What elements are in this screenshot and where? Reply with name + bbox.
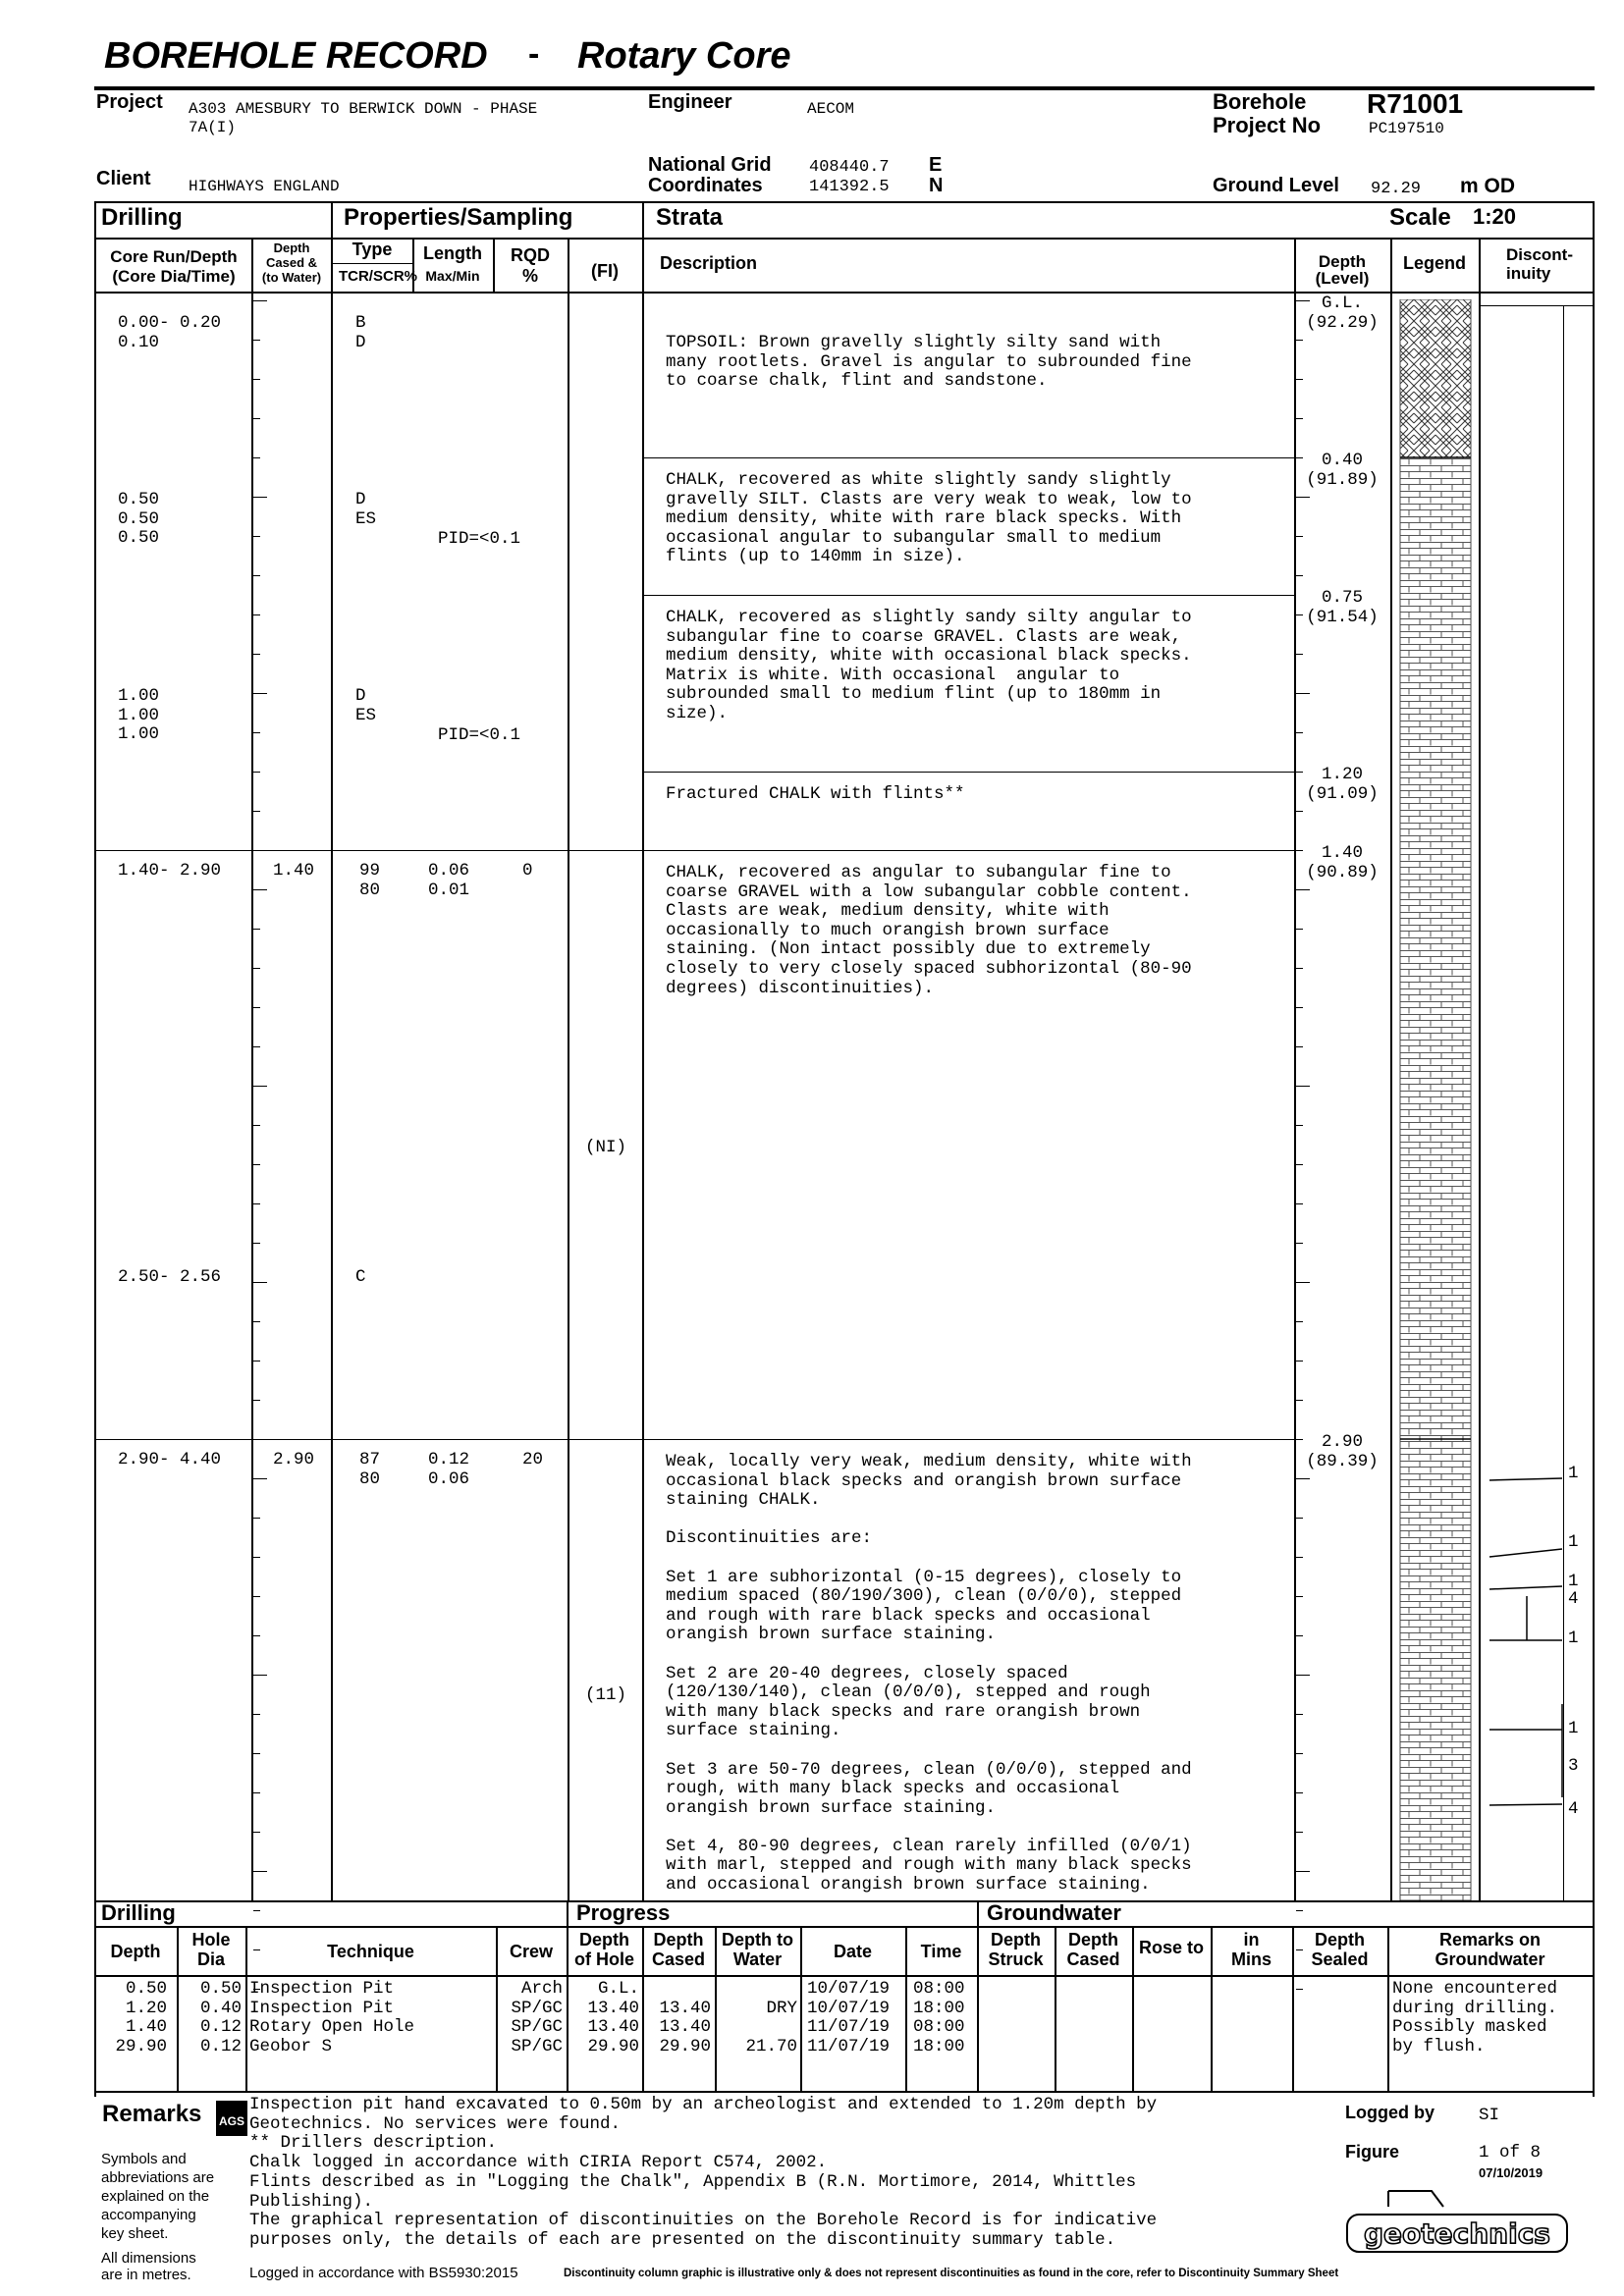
scale-tick bbox=[1296, 1518, 1303, 1519]
bt-water-depths: DRY 21.70 bbox=[745, 1998, 797, 2056]
scale-tick bbox=[253, 889, 267, 890]
bh-depth-cased: Depth Cased bbox=[651, 1930, 706, 1969]
bh-date: Date bbox=[833, 1942, 872, 1961]
bt-cased-depths: 13.40 13.40 29.90 bbox=[659, 1998, 711, 2056]
col-head-rqd: RQD bbox=[511, 245, 550, 265]
core-run-cell: 1.00 1.00 1.00 bbox=[118, 686, 160, 745]
bh-hole-dia: Hole Dia bbox=[191, 1930, 231, 1969]
figure-date: 07/10/2019 bbox=[1479, 2165, 1543, 2180]
fi-cell: (11) bbox=[585, 1685, 627, 1705]
depth-level-cell: 0.75 (91.54) bbox=[1306, 588, 1379, 627]
ground-level-label: Ground Level bbox=[1213, 175, 1339, 196]
col-head-description: Description bbox=[660, 253, 758, 273]
scale-tick bbox=[1296, 1832, 1303, 1833]
scale-tick bbox=[1296, 811, 1303, 812]
scale-tick bbox=[1296, 300, 1310, 301]
strata-boundary bbox=[94, 1439, 1294, 1440]
project-label: Project bbox=[96, 91, 163, 113]
scale-tick bbox=[1296, 929, 1303, 930]
scale-tick bbox=[1296, 1282, 1310, 1283]
scale-tick bbox=[253, 772, 260, 773]
scale-tick bbox=[253, 575, 260, 576]
scale-tick bbox=[253, 1243, 260, 1244]
col-sep-cased bbox=[251, 238, 253, 1900]
scale-tick bbox=[1296, 1871, 1310, 1872]
depth-level-cell: G.L. (92.29) bbox=[1306, 294, 1379, 333]
section-strata: Strata bbox=[656, 204, 724, 231]
bt-techniques: Inspection Pit Inspection Pit Rotary Open Hole Geobor S bbox=[249, 1979, 415, 2056]
discontinuity-graphic bbox=[1480, 1439, 1564, 1900]
scale-tick bbox=[1296, 968, 1303, 969]
type-cell: D ES bbox=[355, 686, 377, 725]
strata-boundary bbox=[94, 850, 1294, 851]
scale-tick bbox=[253, 1871, 267, 1872]
figure-label: Figure bbox=[1345, 2142, 1400, 2162]
page-title: BOREHOLE RECORD bbox=[104, 35, 488, 77]
section-head-rule bbox=[94, 238, 1595, 240]
disc-label: 1 bbox=[1568, 1464, 1579, 1483]
scale-tick bbox=[253, 614, 260, 615]
remarks-label: Remarks bbox=[102, 2101, 202, 2127]
grid-values: 408440.7 141392.5 bbox=[809, 158, 890, 196]
col-head-length: Length bbox=[423, 243, 482, 263]
geotechnics-logo bbox=[1345, 2185, 1571, 2256]
col-head-rule2 bbox=[1479, 305, 1595, 306]
type-cell: D ES bbox=[355, 490, 377, 529]
scale-tick bbox=[1296, 340, 1303, 341]
page-subtitle: Rotary Core bbox=[577, 35, 791, 77]
scale-tick bbox=[1296, 1439, 1303, 1440]
scale-tick bbox=[1296, 693, 1310, 694]
scale-tick bbox=[253, 1596, 260, 1597]
scale-tick bbox=[1296, 1989, 1303, 1990]
scale-tick bbox=[1296, 1321, 1303, 1322]
scale-tick bbox=[253, 1282, 267, 1283]
length-cell: 0.06 0.01 bbox=[428, 861, 470, 900]
scale-tick bbox=[253, 1203, 260, 1204]
bh-gw-depth-cased: Depth Cased bbox=[1066, 1930, 1120, 1969]
bt-crews: Arch SP/GC SP/GC SP/GC bbox=[511, 1979, 563, 2056]
scale-tick bbox=[253, 732, 260, 733]
engineer-label: Engineer bbox=[648, 91, 732, 113]
bh-depth-sealed: Depth Sealed bbox=[1311, 1930, 1369, 1969]
remarks-dims-note: All dimensions are in metres. bbox=[101, 2250, 196, 2283]
scale-tick bbox=[1296, 1714, 1303, 1715]
ags-icon: AGS bbox=[216, 2101, 247, 2136]
scale-tick bbox=[1296, 1361, 1303, 1362]
col-head-rqd-pct: % bbox=[521, 266, 538, 286]
client-label: Client bbox=[96, 168, 151, 189]
section-properties: Properties/Sampling bbox=[344, 204, 573, 231]
logged-by-label: Logged by bbox=[1345, 2103, 1435, 2122]
scale-tick bbox=[253, 1910, 260, 1911]
scale-tick bbox=[1296, 379, 1303, 380]
scale-label: Scale bbox=[1389, 204, 1451, 231]
bt-hole-depths: G.L. 13.40 13.40 29.90 bbox=[587, 1979, 639, 2056]
disc-label: 3 bbox=[1568, 1756, 1579, 1776]
col-head-core-run: Core Run/Depth (Core Dia/Time) bbox=[110, 247, 238, 286]
col-head-discontinuity: Discont- inuity bbox=[1506, 245, 1573, 283]
scale-tick bbox=[1296, 1675, 1310, 1676]
bt-drill-depths: 0.50 1.20 1.40 29.90 bbox=[115, 1979, 167, 2056]
remarks-footer: Logged in accordance with BS5930:2015 bbox=[249, 2265, 518, 2281]
type-cell: C bbox=[355, 1267, 366, 1287]
stratum-description: CHALK, recovered as slightly sandy silty angular to subangular fine to coarse GRAVEL. Clasts are weak, medium density, white with occasional black specks. Matrix is white. With occasional angular to subrounded small to medium flint (up to 180mm in size). bbox=[666, 608, 1192, 723]
stratum-description: Fractured CHALK with flints** bbox=[666, 784, 965, 804]
scale-tick bbox=[1296, 1635, 1303, 1636]
scale-tick bbox=[1296, 575, 1303, 576]
rqd-cell: 20 bbox=[522, 1450, 544, 1469]
grid-label: National Grid Coordinates bbox=[648, 154, 772, 196]
scale-tick bbox=[253, 1086, 267, 1087]
scale-tick bbox=[253, 811, 260, 812]
scale-tick bbox=[253, 1046, 260, 1047]
scale-tick bbox=[253, 1478, 267, 1479]
scale-tick bbox=[253, 497, 267, 498]
scale-tick bbox=[1296, 772, 1303, 773]
col-head-maxmin: Max/Min bbox=[425, 268, 480, 284]
strata-boundary bbox=[642, 772, 1294, 773]
scale-tick bbox=[253, 1439, 260, 1440]
length-cell: 0.12 0.06 bbox=[428, 1450, 470, 1489]
borehole-label: Borehole bbox=[1213, 89, 1307, 114]
scale-tick bbox=[253, 1321, 260, 1322]
col-sep-strata bbox=[642, 201, 644, 1900]
scale-tick bbox=[1296, 1086, 1310, 1087]
section-drilling: Drilling bbox=[101, 204, 183, 231]
strata-boundary bbox=[642, 595, 1294, 596]
scale-tick bbox=[253, 1635, 260, 1636]
scale-tick bbox=[253, 1400, 260, 1401]
depth-level-cell: 0.40 (91.89) bbox=[1306, 451, 1379, 490]
scale-tick bbox=[1296, 889, 1310, 890]
stratum-description: TOPSOIL: Brown gravelly slightly silty sand with many rootlets. Gravel is angular to subrounded fine to coarse chalk, flint and sandstone. bbox=[666, 333, 1192, 392]
depth-level-cell: 1.40 (90.89) bbox=[1306, 843, 1379, 882]
bottom-groundwater-head: Groundwater bbox=[987, 1900, 1121, 1925]
scale-tick bbox=[1296, 1596, 1303, 1597]
scale-tick bbox=[1296, 1243, 1303, 1244]
frame-left bbox=[94, 201, 96, 2097]
type-cell: B D bbox=[355, 313, 366, 352]
scale-tick bbox=[1296, 1125, 1303, 1126]
bh-remarks-gw: Remarks on Groundwater bbox=[1435, 1930, 1545, 1969]
stratum-description: CHALK, recovered as white slightly sandy slightly gravelly SILT. Clasts are very weak to weak, low to medium density, white with rare black specks. With occasional angular to subangular small to medium flints (up to 140mm in size). bbox=[666, 470, 1192, 567]
bh-depth-to-water: Depth to Water bbox=[722, 1930, 793, 1969]
type-underline bbox=[332, 263, 412, 264]
scale-tick bbox=[1296, 1046, 1303, 1047]
scale-tick bbox=[1296, 536, 1303, 537]
bottom-subhead-rule bbox=[94, 1975, 1595, 1977]
bottom-end-rule bbox=[94, 2091, 1595, 2093]
scale-tick bbox=[1296, 497, 1310, 498]
scale-tick bbox=[253, 1675, 267, 1676]
scale-tick bbox=[253, 850, 260, 851]
engineer-value: AECOM bbox=[807, 100, 855, 118]
bh-depth-struck: Depth Struck bbox=[988, 1930, 1044, 1969]
type-cell: 99 80 bbox=[359, 861, 381, 900]
col-head-fi: (FI) bbox=[591, 261, 619, 281]
disc-label: 4 bbox=[1568, 1799, 1579, 1819]
remarks-footer-note: Discontinuity column graphic is illustrative only & does not represent discontinuities as found in the core, refer to Discontinuity Summary Sheet bbox=[564, 2268, 1339, 2279]
scale-tick bbox=[253, 1361, 260, 1362]
remarks-text: Inspection pit hand excavated to 0.50m by an archeologist and extended to 1.20m depth by Geotechnics. No services were found. ** Drillers description. Chalk logged in accordance with CIRIA Report C574, 2002. Flints described as in "Logging the Chalk", Appendix B (R.N. Mortimore, 2014, Whittles Publishing). The graphical representation of discontinuities on the Borehole Record is for indicative purposes only, the details of each are presented on the discontinuity summary table. bbox=[249, 2095, 1158, 2250]
bottom-drilling-head: Drilling bbox=[101, 1900, 176, 1925]
scale-tick bbox=[1296, 1557, 1303, 1558]
scale-tick bbox=[1296, 1400, 1303, 1401]
scale-tick bbox=[253, 1518, 260, 1519]
title-dash: - bbox=[528, 35, 540, 73]
bh-time: Time bbox=[920, 1942, 962, 1961]
scale-tick bbox=[1296, 1792, 1303, 1793]
client-value: HIGHWAYS ENGLAND bbox=[189, 178, 340, 195]
stratum-description: Weak, locally very weak, medium density, white with occasional black specks and orangish brown surface staining CHALK. Discontinuities are: Set 1 are subhorizontal (0-15 degrees), closely to medium spaced (80/190/300), clean (0/0/0), stepped and rough with rare black specks and occasional orangish brown surface staining. Set 2 are 20-40 degrees, closely spaced (120/130/140), clean (0/0/0), stepped and rough with many black specks and rare orangish brown surface staining. Set 3 are 50-70 degrees, clean (0/0/0), stepped and rough, with many black specks and occasional orangish brown surface staining. Set 4, 80-90 degrees, clean rarely infilled (0/0/1) with marl, stepped and rough with many black specks and occasional orangish brown surface staining. bbox=[666, 1452, 1192, 1896]
bt-times: 08:00 18:00 08:00 18:00 bbox=[913, 1979, 965, 2056]
col-head-legend: Legend bbox=[1402, 253, 1466, 273]
bh-in-mins: in Mins bbox=[1230, 1930, 1272, 1969]
core-run-cell: 0.50 0.50 0.50 bbox=[118, 490, 160, 549]
disc-label: 1 bbox=[1568, 1532, 1579, 1552]
scale-tick bbox=[1296, 850, 1303, 851]
borehole-value: R71001 bbox=[1367, 88, 1464, 119]
depth-level-cell: 1.20 (91.09) bbox=[1306, 765, 1379, 804]
project-no-value: PC197510 bbox=[1369, 120, 1444, 137]
bh-technique: Technique bbox=[327, 1942, 414, 1961]
disc-label: 4 bbox=[1568, 1589, 1579, 1609]
scale-tick bbox=[1296, 418, 1303, 419]
bh-rose-to: Rose to bbox=[1138, 1938, 1204, 1957]
grid-en: E N bbox=[929, 154, 944, 196]
svg-text:geotechnics: geotechnics bbox=[1364, 2217, 1550, 2250]
disc-label: 1 bbox=[1568, 1572, 1579, 1591]
disc-label: 1 bbox=[1568, 1719, 1579, 1738]
main-top-rule bbox=[94, 201, 1595, 203]
col-head-cased: Depth Cased & (to Water) bbox=[261, 240, 322, 285]
col-sep-props bbox=[331, 201, 333, 1900]
bt-gw-remarks: None encountered during drilling. Possibly masked by flush. bbox=[1392, 1979, 1558, 2056]
bt-dates: 10/07/19 10/07/19 11/07/19 11/07/19 bbox=[807, 1979, 891, 2056]
scale-tick bbox=[253, 1714, 260, 1715]
core-run-cell: 0.00- 0.20 0.10 bbox=[118, 313, 222, 352]
scale-tick bbox=[1296, 1910, 1303, 1911]
type-cell: 87 80 bbox=[359, 1450, 381, 1489]
legend-column bbox=[1392, 299, 1479, 1900]
ground-level-value: 92.29 bbox=[1371, 180, 1422, 198]
length-cell: PID=<0.1 bbox=[438, 529, 521, 549]
scale-tick bbox=[1296, 1478, 1310, 1479]
scale-tick bbox=[253, 379, 260, 380]
bh-crew: Crew bbox=[509, 1942, 553, 1961]
fi-cell: (NI) bbox=[585, 1138, 627, 1157]
scale-tick bbox=[1296, 1753, 1303, 1754]
stratum-description: CHALK, recovered as angular to subangular fine to coarse GRAVEL with a low subangular cobble content. Clasts are weak, medium density, white with occasionally to much orangish brown surface staining. (Non intact possibly due to extremely closely to very closely spaced subhorizontal (80-90 degrees) discontinuities). bbox=[666, 863, 1192, 998]
strata-boundary bbox=[642, 457, 1294, 458]
col-head-rule bbox=[94, 292, 1595, 294]
bh-depth-of-hole: Depth of Hole bbox=[574, 1930, 634, 1969]
core-run-cell: 2.50- 2.56 bbox=[118, 1267, 222, 1287]
scale-tick bbox=[253, 300, 267, 301]
project-no-label: Project No bbox=[1213, 113, 1322, 137]
scale-tick bbox=[253, 340, 260, 341]
scale-tick bbox=[253, 418, 260, 419]
figure-value: 1 of 8 bbox=[1479, 2143, 1542, 2163]
scale-tick bbox=[253, 968, 260, 969]
scale-tick bbox=[1296, 614, 1303, 615]
bottom-top-rule bbox=[94, 1900, 1595, 1902]
scale-tick bbox=[1296, 732, 1303, 733]
length-cell: PID=<0.1 bbox=[438, 725, 521, 745]
col-head-tcr: TCR/SCR% bbox=[338, 268, 417, 285]
cased-cell: 2.90 bbox=[273, 1450, 315, 1469]
col-head-type: Type bbox=[352, 240, 393, 259]
scale-value: 1:20 bbox=[1473, 204, 1517, 229]
project-value: A303 AMESBURY TO BERWICK DOWN - PHASE 7A(I) bbox=[189, 100, 538, 136]
scale-tick bbox=[1296, 654, 1303, 655]
core-run-cell: 1.40- 2.90 bbox=[118, 861, 222, 881]
col-sep-fi bbox=[568, 238, 569, 1900]
logged-by-value: SI bbox=[1479, 2106, 1500, 2125]
scale-tick bbox=[253, 1557, 260, 1558]
depth-level-cell: 2.90 (89.39) bbox=[1306, 1432, 1379, 1471]
frame-right bbox=[1593, 201, 1595, 2097]
rqd-cell: 0 bbox=[522, 861, 533, 881]
bottom-head-rule bbox=[94, 1926, 1595, 1928]
core-run-cell: 2.90- 4.40 bbox=[118, 1450, 222, 1469]
disc-label: 1 bbox=[1568, 1629, 1579, 1648]
ground-level-unit: m OD bbox=[1460, 175, 1516, 197]
scale-tick bbox=[253, 654, 260, 655]
remarks-side-note: Symbols and abbreviations are explained on the accompanying key sheet. bbox=[101, 2151, 215, 2242]
cased-cell: 1.40 bbox=[273, 861, 315, 881]
scale-tick bbox=[253, 1753, 260, 1754]
scale-tick bbox=[253, 929, 260, 930]
scale-tick bbox=[253, 457, 260, 458]
scale-tick bbox=[1296, 1164, 1303, 1165]
bh-depth: Depth bbox=[110, 1942, 161, 1961]
scale-tick bbox=[253, 1164, 260, 1165]
bottom-progress-head: Progress bbox=[576, 1900, 671, 1925]
scale-tick bbox=[253, 1007, 260, 1008]
scale-tick bbox=[1296, 1007, 1303, 1008]
scale-tick bbox=[1296, 457, 1303, 458]
scale-tick bbox=[253, 1832, 260, 1833]
scale-tick bbox=[1296, 1203, 1303, 1204]
bt-hole-dias: 0.50 0.40 0.12 0.12 bbox=[199, 1979, 242, 2056]
scale-tick bbox=[253, 1125, 260, 1126]
scale-tick bbox=[253, 1792, 260, 1793]
scale-tick bbox=[253, 536, 260, 537]
scale-tick bbox=[253, 693, 267, 694]
col-head-depth: Depth (Level) bbox=[1315, 252, 1370, 288]
